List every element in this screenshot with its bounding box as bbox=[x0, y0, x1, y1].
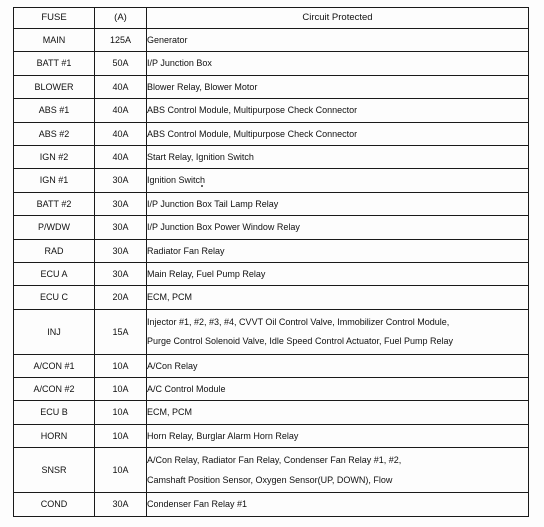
circuit-description: I/P Junction Box bbox=[147, 58, 212, 69]
fuse-name-cell: ECU C bbox=[14, 286, 95, 309]
amperage-cell: 30A bbox=[95, 216, 147, 239]
header-fuse: FUSE bbox=[14, 8, 95, 29]
circuit-protected-cell bbox=[147, 75, 529, 98]
fuse-name-cell: A/CON #1 bbox=[14, 354, 95, 377]
circuit-description: Camshaft Position Sensor, Oxygen Sensor(UP, DOWN), Flow bbox=[147, 474, 393, 485]
amperage-cell: 40A bbox=[95, 75, 147, 98]
circuit-description: ECM, PCM bbox=[147, 292, 192, 303]
table-row bbox=[14, 424, 529, 447]
table-row bbox=[14, 239, 529, 262]
table-row bbox=[14, 99, 529, 122]
circuit-protected-cell bbox=[147, 169, 529, 192]
circuit-description: ABS Control Module, Multipurpose Check Connector bbox=[147, 128, 358, 139]
amperage-cell: 20A bbox=[95, 286, 147, 309]
table-row bbox=[14, 145, 529, 168]
circuit-protected-cell bbox=[147, 493, 529, 516]
circuit-protected-cell bbox=[147, 448, 529, 493]
fuse-name-cell: ECU A bbox=[14, 262, 95, 285]
circuit-description: ABS Control Module, Multipurpose Check Connector bbox=[147, 105, 358, 116]
fuse-name-cell: HORN bbox=[14, 424, 95, 447]
amperage-cell: 125A bbox=[95, 29, 147, 52]
fuse-name-cell: BATT #2 bbox=[14, 192, 95, 215]
table-row bbox=[14, 169, 529, 192]
circuit-description: Blower Relay, Blower Motor bbox=[147, 81, 258, 92]
table-row bbox=[14, 448, 529, 493]
fuse-name-cell: IGN #2 bbox=[14, 145, 95, 168]
circuit-protected-cell bbox=[147, 309, 529, 354]
circuit-protected-cell bbox=[147, 216, 529, 239]
amperage-cell: 10A bbox=[95, 354, 147, 377]
scan-speck bbox=[201, 185, 203, 187]
amperage-cell: 30A bbox=[95, 262, 147, 285]
amperage-cell: 30A bbox=[95, 192, 147, 215]
fuse-name-cell: IGN #1 bbox=[14, 169, 95, 192]
circuit-description: ECM, PCM bbox=[147, 407, 192, 418]
fuse-name-cell: COND bbox=[14, 493, 95, 516]
table-row bbox=[14, 354, 529, 377]
circuit-protected-cell bbox=[147, 378, 529, 401]
fuse-name-cell: ABS #1 bbox=[14, 99, 95, 122]
amperage-cell: 30A bbox=[95, 239, 147, 262]
circuit-protected-cell bbox=[147, 239, 529, 262]
fuse-name-cell: BATT #1 bbox=[14, 52, 95, 75]
circuit-protected-cell bbox=[147, 286, 529, 309]
circuit-description: Horn Relay, Burglar Alarm Horn Relay bbox=[147, 430, 299, 441]
amperage-cell: 40A bbox=[95, 145, 147, 168]
circuit-description: Condenser Fan Relay #1 bbox=[147, 499, 248, 510]
circuit-description: Generator bbox=[147, 35, 188, 46]
circuit-description: Start Relay, Ignition Switch bbox=[147, 151, 254, 162]
amperage-cell: 15A bbox=[95, 309, 147, 354]
amperage-cell: 10A bbox=[95, 401, 147, 424]
circuit-protected-cell bbox=[147, 99, 529, 122]
fuse-name-cell: SNSR bbox=[14, 448, 95, 493]
table-row bbox=[14, 216, 529, 239]
header-row bbox=[14, 8, 529, 29]
circuit-description: Main Relay, Fuel Pump Relay bbox=[147, 268, 266, 279]
fuse-name-cell: ECU B bbox=[14, 401, 95, 424]
amperage-cell: 40A bbox=[95, 122, 147, 145]
amperage-cell: 40A bbox=[95, 99, 147, 122]
circuit-protected-cell bbox=[147, 122, 529, 145]
circuit-protected-cell bbox=[147, 145, 529, 168]
fuse-name-cell: A/CON #2 bbox=[14, 378, 95, 401]
circuit-description: Injector #1, #2, #3, #4, CVVT Oil Control Valve, Immobilizer Control Module, bbox=[147, 316, 450, 327]
fuse-name-cell: BLOWER bbox=[14, 75, 95, 98]
table-row bbox=[14, 401, 529, 424]
amperage-cell: 10A bbox=[95, 424, 147, 447]
circuit-description: I/P Junction Box Tail Lamp Relay bbox=[147, 198, 279, 209]
amperage-cell: 50A bbox=[95, 52, 147, 75]
circuit-description: I/P Junction Box Power Window Relay bbox=[147, 222, 300, 233]
circuit-description: Ignition Switch bbox=[147, 175, 206, 186]
table-row bbox=[14, 75, 529, 98]
circuit-protected-cell bbox=[147, 52, 529, 75]
table-row bbox=[14, 286, 529, 309]
table-row bbox=[14, 122, 529, 145]
circuit-description: A/Con Relay bbox=[147, 360, 198, 371]
circuit-description: Purge Control Solenoid Valve, Idle Speed Control Actuator, Fuel Pump Relay bbox=[147, 336, 454, 347]
circuit-protected-cell bbox=[147, 354, 529, 377]
fuse-name-cell: MAIN bbox=[14, 29, 95, 52]
fuse-rows bbox=[14, 29, 529, 517]
table-row bbox=[14, 52, 529, 75]
header-circuit-protected: Circuit Protected bbox=[147, 8, 529, 29]
amperage-cell: 10A bbox=[95, 448, 147, 493]
table-row bbox=[14, 493, 529, 516]
circuit-protected-cell bbox=[147, 29, 529, 52]
circuit-protected-cell bbox=[147, 262, 529, 285]
fuse-name-cell: ABS #2 bbox=[14, 122, 95, 145]
circuit-protected-cell bbox=[147, 424, 529, 447]
fuse-name-cell: INJ bbox=[14, 309, 95, 354]
fuse-name-cell: P/WDW bbox=[14, 216, 95, 239]
circuit-description: A/Con Relay, Radiator Fan Relay, Condenser Fan Relay #1, #2, bbox=[147, 455, 402, 466]
table-row bbox=[14, 29, 529, 52]
table-row bbox=[14, 262, 529, 285]
table-row bbox=[14, 192, 529, 215]
header-amperage: (A) bbox=[95, 8, 147, 29]
fuse-table bbox=[13, 7, 529, 517]
circuit-protected-cell bbox=[147, 401, 529, 424]
circuit-description: Radiator Fan Relay bbox=[147, 245, 225, 256]
amperage-cell: 10A bbox=[95, 378, 147, 401]
fuse-name-cell: RAD bbox=[14, 239, 95, 262]
circuit-description: A/C Control Module bbox=[147, 384, 226, 395]
amperage-cell: 30A bbox=[95, 169, 147, 192]
table-row bbox=[14, 378, 529, 401]
table-row bbox=[14, 309, 529, 354]
circuit-protected-cell bbox=[147, 192, 529, 215]
amperage-cell: 30A bbox=[95, 493, 147, 516]
